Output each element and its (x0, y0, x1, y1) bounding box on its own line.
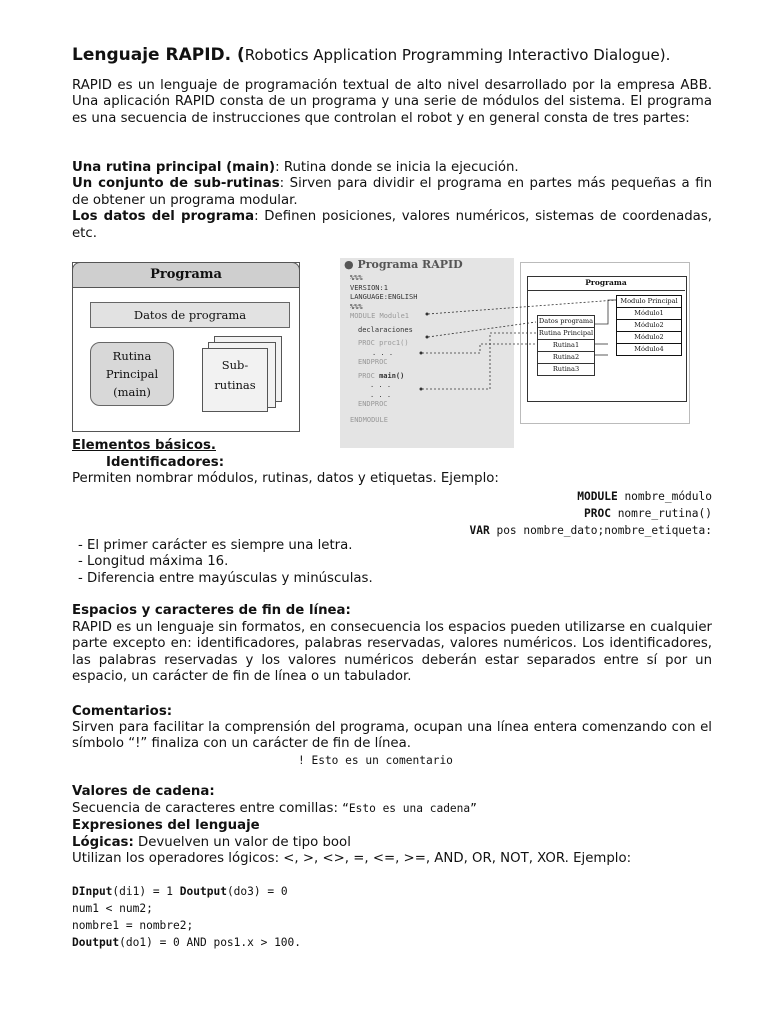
identificadores-text: Permiten nombrar módulos, rutinas, datos y etiquetas. Ejemplo: (72, 471, 499, 486)
identifier-rules (78, 538, 373, 587)
code-line: LANGUAGE:ENGLISH (350, 293, 418, 301)
sub-line: Sub- (221, 358, 249, 372)
diagram-header: Programa (72, 262, 300, 288)
code-line (412, 505, 712, 522)
program-label: Programa (527, 276, 685, 291)
rutina-line: Rutina (112, 349, 152, 363)
connector-proc1 (422, 344, 536, 353)
code-line: . . . (372, 348, 394, 357)
code-keyword: PROC (358, 371, 375, 380)
code-line: declaraciones (358, 325, 413, 334)
list-item: - Diferencia entre mayúsculas y minúsculas. (78, 570, 373, 586)
code-line: ENDPROC (358, 400, 388, 408)
code-line: . . . (370, 390, 392, 399)
cadena-text (72, 801, 477, 817)
comentarios-heading: Comentarios: (72, 704, 173, 719)
elementos-heading: Elementos básicos. (72, 438, 216, 453)
code-rest: (di1) = 1 (112, 885, 180, 898)
code-line (412, 488, 712, 505)
code-line: nombre1 = nombre2; (72, 919, 194, 932)
code-line: ENDMODULE (350, 415, 388, 424)
part-term: Los datos del programa (72, 209, 255, 225)
logic-code-examples (72, 883, 301, 951)
code-line: %%% (350, 302, 363, 311)
rutina-line: (main) (113, 385, 151, 399)
table-cell: Módulo2 (616, 331, 682, 344)
identifier-examples (412, 488, 712, 539)
code-rest: pos nombre_dato;nombre_etiqueta: (489, 524, 712, 537)
connector-dot (420, 352, 423, 355)
comment-example: ! Esto es un comentario (298, 754, 453, 767)
code-line: MODULE Module1 (350, 312, 410, 320)
table-cell: Módulo4 (616, 343, 682, 356)
code-line: %%% (350, 274, 363, 282)
espacios-heading: Espacios y caracteres de fin de línea: (72, 603, 351, 618)
sub-line: rutinas (214, 378, 256, 392)
code-rest: nombre_módulo (617, 490, 712, 503)
table-cell: Rutina3 (537, 363, 595, 376)
connector-declarations (428, 322, 536, 337)
part-desc: : Rutina donde se inicia la ejecución. (275, 160, 519, 175)
code-rest: nomre_rutina() (610, 507, 712, 520)
cadena-heading: Valores de cadena: (72, 784, 215, 799)
connector-main (422, 333, 536, 389)
part-desc: : Sirven para dividir el programa en partes más pequeñas a fin de obtener un programa modular. (72, 176, 712, 208)
cadena-description: Secuencia de caracteres entre comillas: (72, 801, 343, 816)
part-term: Un conjunto de sub-rutinas (72, 176, 280, 192)
part-item (72, 160, 712, 176)
part-desc: : Definen posiciones, valores numéricos, sistemas de coordenadas, etc. (72, 209, 712, 241)
connector-module (428, 300, 616, 314)
table-cell: Módulo1 (616, 307, 682, 320)
rapid-diagram-title: ● Programa RAPID (344, 258, 463, 271)
code-keyword: Doutput (179, 885, 227, 898)
code-keyword: MODULE (577, 490, 618, 503)
code-line: VERSION:1 (350, 283, 388, 292)
code-line: PROC proc1() (358, 339, 409, 347)
code-line (72, 883, 301, 900)
code-rest: (do3) = 0 (226, 885, 288, 898)
code-line: ENDPROC (358, 358, 388, 366)
rutina-line: Principal (105, 367, 159, 381)
intro-paragraph: RAPID es un lenguaje de programación textual de alto nivel desarrollado por la empresa ABB. Una aplicación RAPID consta de un programa y una serie de módulos del sistema. El programa es una secuencia de instrucciones que controlan el robot y en general consta de tres partes: (72, 78, 712, 126)
code-line (72, 934, 301, 951)
code-keyword: PROC (584, 507, 611, 520)
part-item (72, 176, 712, 209)
list-item: - El primer carácter es siempre una letra. (78, 538, 353, 553)
connector-lines (340, 258, 690, 448)
connector-dot (420, 388, 423, 391)
code-line: . . . (370, 381, 392, 389)
table-cell: Módulo2 (616, 319, 682, 332)
logicas-term: Lógicas: (72, 835, 134, 850)
datos-box: Datos de programa (90, 302, 290, 328)
code-line (412, 522, 712, 539)
title-main: Lenguaje RAPID. ( (72, 45, 245, 65)
connector-dot (426, 336, 429, 339)
subrutinas-box (202, 348, 268, 412)
title-expansion: Robotics Application Programming Interactivo Dialogue). (244, 46, 671, 64)
code-keyword: DInput (72, 885, 113, 898)
expresiones-heading: Expresiones del lenguaje (72, 818, 260, 833)
code-name: main() (379, 371, 405, 380)
list-item: - Longitud máxima 16. (78, 554, 229, 570)
comentarios-text: Sirven para facilitar la comprensión del programa, ocupan una línea entera comenzando con el símbolo “!” finaliza con un carácter de fin de línea. (72, 720, 712, 752)
operadores-text: Utilizan los operadores lógicos: <, >, <>, =, <=, >=, AND, OR, NOT, XOR. Ejemplo: (72, 851, 632, 866)
code-keyword: Doutput (72, 936, 120, 949)
espacios-text: RAPID es un lenguaje sin formatos, en consecuencia los espacios pueden utilizarse en cualquier parte excepto en: identificadores, palabras reservadas, valores numéricos. Los identificadores, las palabras reservadas y los valores numéricos deberán estar separados entre sí por un espacio, un carácter de fin de línea o un tabulador. (72, 620, 712, 685)
parts-list (72, 160, 712, 242)
table-cell: Rutina1 (537, 339, 595, 352)
logicas-desc: Devuelven un valor de tipo bool (133, 835, 351, 850)
part-item (72, 209, 712, 242)
cadena-example: “Esto es una cadena” (342, 802, 477, 815)
code-line: num1 < num2; (72, 902, 153, 915)
part-term: Una rutina principal (main) (72, 160, 276, 175)
code-keyword: VAR (469, 524, 490, 537)
table-cell: Modulo Principal (616, 295, 682, 308)
table-cell: Rutina2 (537, 351, 595, 364)
rutina-principal-box (90, 342, 174, 406)
identificadores-heading: Identificadores: (106, 455, 225, 470)
connector-dot (426, 313, 429, 316)
page-title (72, 45, 670, 65)
rapid-diagram-title-text: Programa RAPID (357, 258, 463, 271)
code-rest: (do1) = 0 AND pos1.x > 100. (119, 936, 302, 949)
logicas-line (72, 835, 351, 851)
table-cell: Rutina Principal (537, 327, 595, 340)
table-cell: Datos programa (537, 315, 595, 328)
connector-bracket (595, 300, 616, 324)
